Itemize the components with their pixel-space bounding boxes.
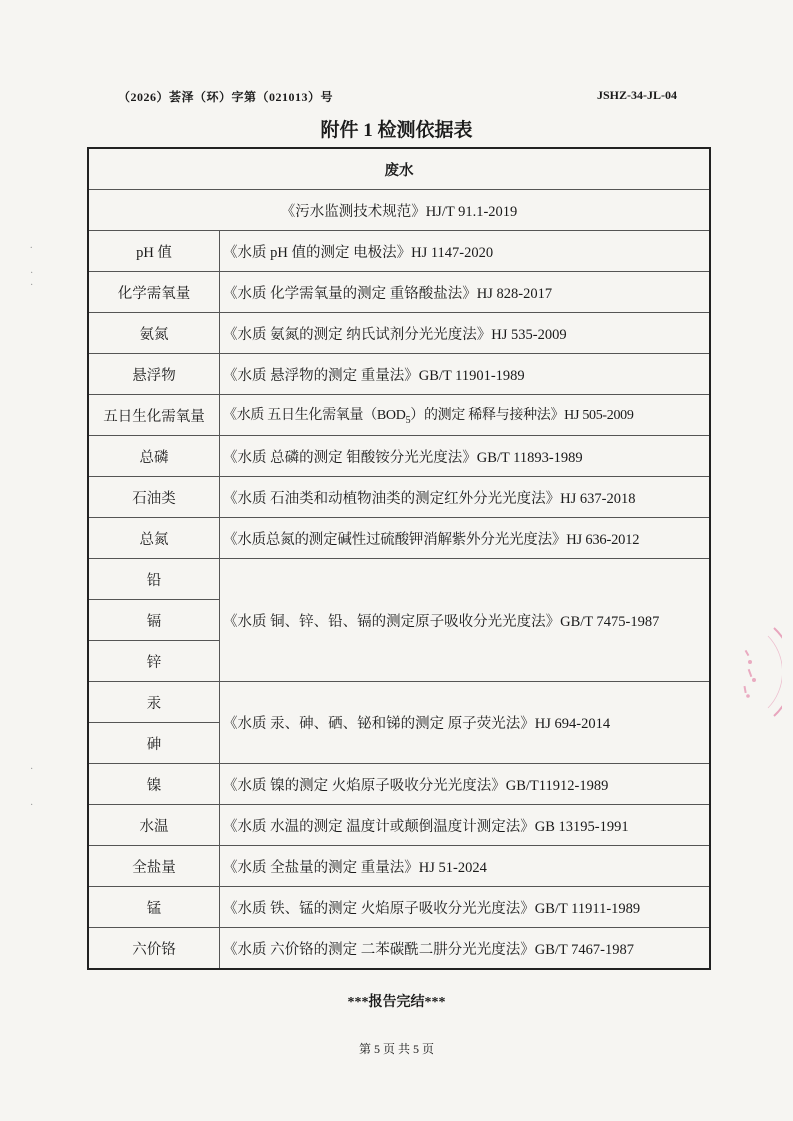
- scan-mark: ·: [30, 764, 34, 775]
- method-cell-merged: 《水质 铜、锌、铅、镉的测定原子吸收分光光度法》GB/T 7475-1987: [220, 559, 711, 682]
- param-cell: 化学需氧量: [88, 272, 220, 313]
- param-cell: 镉: [88, 600, 220, 641]
- method-cell: 《水质 镍的测定 火焰原子吸收分光光度法》GB/T11912-1989: [220, 764, 711, 805]
- param-cell: 六价铬: [88, 928, 220, 970]
- report-end-mark: ***报告完结***: [347, 995, 446, 1010]
- method-text-pre: 《水质 五日生化需氧量（BOD: [223, 408, 406, 424]
- table-row: [88, 682, 710, 723]
- page-number: 第 5 页 共 5 页: [358, 1042, 434, 1056]
- method-cell: 《水质总氮的测定碱性过硫酸钾消解紫外分光光度法》HJ 636-2012: [220, 518, 711, 559]
- table-row: [88, 846, 710, 887]
- scan-mark: ·: [30, 268, 34, 279]
- method-cell: 《水质 总磷的测定 钼酸铵分光光度法》GB/T 11893-1989: [220, 436, 711, 477]
- param-cell: pH 值: [88, 231, 220, 272]
- form-code: JSHZ-34-JL-04: [597, 88, 678, 102]
- scan-mark: .: [30, 240, 33, 251]
- param-cell: 全盐量: [88, 846, 220, 887]
- method-cell: 《水质 石油类和动植物油类的测定红外分光光度法》HJ 637-2018: [220, 477, 711, 518]
- param-cell: 氨氮: [88, 313, 220, 354]
- general-standard: 《污水监测技术规范》HJ/T 91.1-2019: [88, 190, 710, 231]
- method-cell: 《水质 全盐量的测定 重量法》HJ 51-2024: [220, 846, 711, 887]
- table-row: [88, 395, 710, 436]
- general-standard-row: [88, 190, 710, 231]
- param-cell: 砷: [88, 723, 220, 764]
- param-cell: 汞: [88, 682, 220, 723]
- method-text-post: ）的测定 稀释与接种法》HJ 505-2009: [410, 408, 634, 424]
- table-row: [88, 518, 710, 559]
- testing-basis-table: [87, 147, 711, 970]
- method-cell: 《水质 氨氮的测定 纳氏试剂分光光度法》HJ 535-2009: [220, 313, 711, 354]
- scan-mark: ·: [30, 800, 34, 811]
- param-cell: 总氮: [88, 518, 220, 559]
- method-cell: 《水质 化学需氧量的测定 重铬酸盐法》HJ 828-2017: [220, 272, 711, 313]
- table-row: [88, 887, 710, 928]
- table-row: [88, 354, 710, 395]
- table-row: [88, 272, 710, 313]
- table-row: [88, 231, 710, 272]
- seal-stamp: [722, 622, 782, 722]
- param-cell: 五日生化需氧量: [88, 395, 220, 436]
- page-title: 附件 1 检测依据表: [320, 120, 473, 141]
- category-heading: 废水: [88, 148, 710, 190]
- param-cell: 石油类: [88, 477, 220, 518]
- table-row: [88, 805, 710, 846]
- report-number: （2026）荟泽（环）字第（021013）号: [118, 90, 334, 104]
- table-row: [88, 764, 710, 805]
- param-cell: 水温: [88, 805, 220, 846]
- method-cell: 《水质 水温的测定 温度计或颠倒温度计测定法》GB 13195-1991: [220, 805, 711, 846]
- table-row: [88, 313, 710, 354]
- table-row: [88, 928, 710, 970]
- method-cell: 《水质 铁、锰的测定 火焰原子吸收分光光度法》GB/T 11911-1989: [220, 887, 711, 928]
- method-cell: 《水质 pH 值的测定 电极法》HJ 1147-2020: [220, 231, 711, 272]
- param-cell: 悬浮物: [88, 354, 220, 395]
- param-cell: 铅: [88, 559, 220, 600]
- param-cell: 总磷: [88, 436, 220, 477]
- method-cell-merged: 《水质 汞、砷、硒、铋和锑的测定 原子荧光法》HJ 694-2014: [220, 682, 711, 764]
- param-cell: 锰: [88, 887, 220, 928]
- method-cell: 《水质 六价铬的测定 二苯碳酰二肼分光光度法》GB/T 7467-1987: [220, 928, 711, 970]
- method-cell: [220, 395, 711, 436]
- param-cell: 镍: [88, 764, 220, 805]
- table-row: [88, 436, 710, 477]
- method-cell: 《水质 悬浮物的测定 重量法》GB/T 11901-1989: [220, 354, 711, 395]
- param-cell: 锌: [88, 641, 220, 682]
- table-row: [88, 559, 710, 600]
- table-header-row: [88, 148, 710, 190]
- scan-mark: ·: [30, 280, 34, 291]
- table-row: [88, 477, 710, 518]
- method-subscript: 5: [405, 414, 411, 426]
